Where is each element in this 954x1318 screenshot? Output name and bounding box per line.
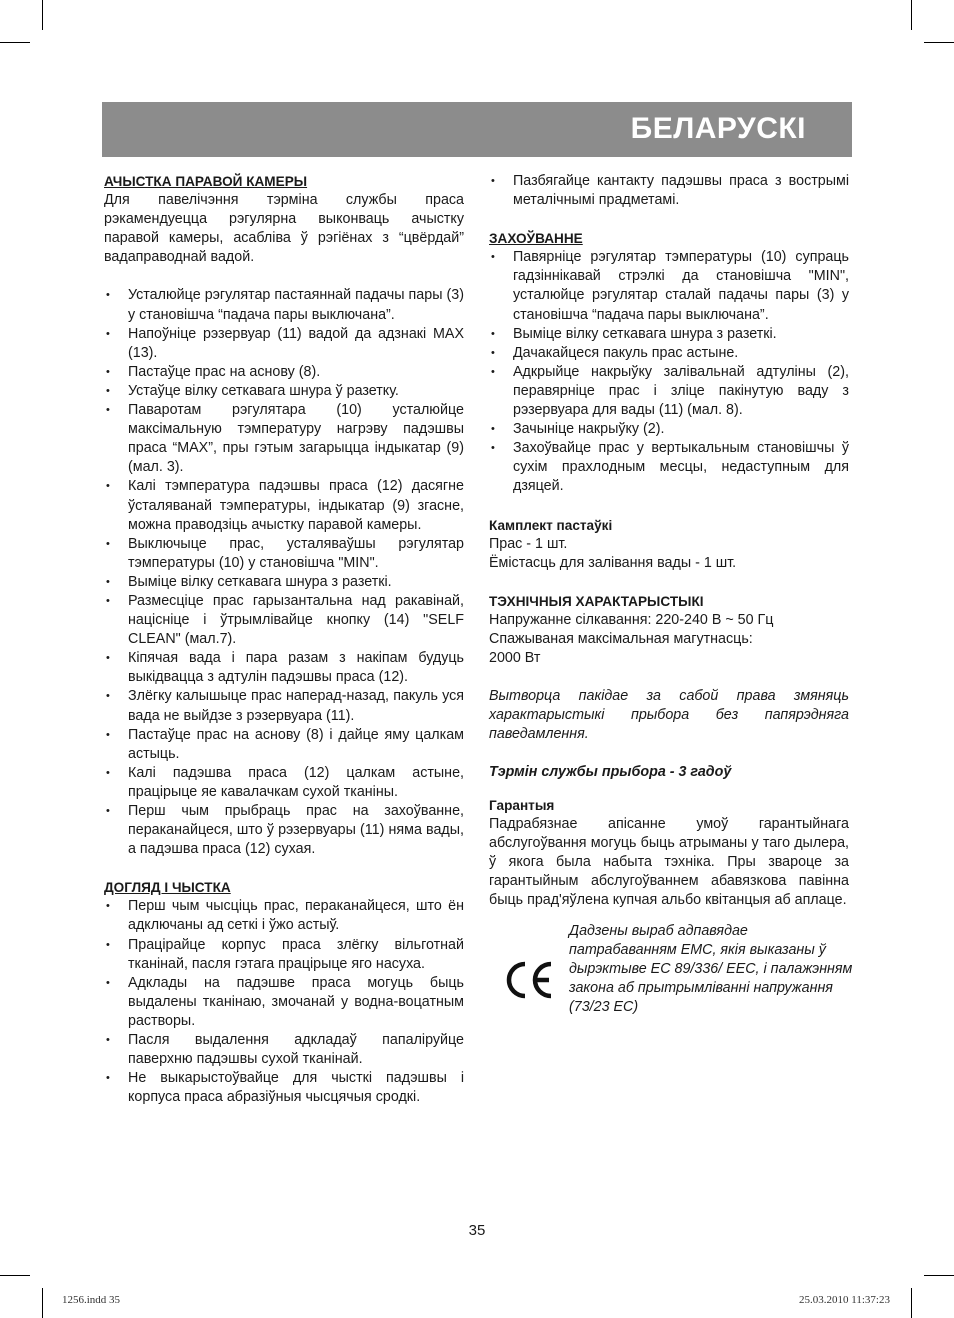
language-banner xyxy=(102,102,852,157)
top-bullet-list xyxy=(489,172,849,210)
footer-timestamp: 25.03.2010 11:37:23 xyxy=(799,1294,890,1306)
list-item: • Выміце вілку сеткавага шнура з разеткі. xyxy=(104,573,464,592)
list-item: • Паваротам рэгулятара (10) усталюйце максімальную тэмпературу нагрэву падэшвы праса “MAX”, пры гэтым загарыцца індыкатар (9) (мал. 3). xyxy=(104,401,464,477)
manufacturer-notice: Вытворца пакідае за сабой права змяняць характарыстыкі прыбора без папярэдняга паведамлення. xyxy=(489,688,849,743)
care-steps-list xyxy=(104,897,464,1107)
service-life: Тэрмін службы прыбора - 3 гадоў xyxy=(489,764,732,781)
cleaning-intro: Для павелічэння тэрміна службы праса рэкамендуецца рэгулярна выконваць ачыстку паравой камеры, асабліва ў рэгіёнах з “цвёрдай” вадаправоднай вадой. xyxy=(104,192,464,266)
footer-file-name: 1256.indd 35 xyxy=(62,1294,121,1306)
list-item: • Выключыце прас, усталяваўшы рэгулятар тэмпературы (10) у становішча "MIN". xyxy=(104,535,464,573)
crop-mark xyxy=(0,1275,30,1276)
warranty-text: Падрабязнае апісанне умоў гарантыйнага абслугоўвання могуць быць атрыманы у таго дылера, ў якога была набыта тэхніка. Пры звароце за гарантыйным абслугоўваннем абавязкова павінна быць прад'яўлена купчая альбо квітанцыя аб аплаце. xyxy=(489,815,849,908)
crop-mark xyxy=(0,42,30,43)
list-item: • Пастаўце прас на аснову (8) і дайце яму цалкам астыць. xyxy=(104,726,464,764)
crop-mark xyxy=(42,0,43,30)
list-item: • Не выкарыстоўвайце для чысткі падэшвы і корпуса праса абразіўныя чысцячыя сродкі. xyxy=(104,1069,464,1107)
list-item: • Зачыніце накрыўку (2). xyxy=(489,420,849,439)
right-column xyxy=(489,172,853,1052)
page-title: БЕЛАРУСКІ xyxy=(630,112,806,145)
specs-heading: ТЭХНІЧНЫЯ ХАРАКТАРЫСТЫКІ xyxy=(489,593,704,609)
list-item: • Захоўвайце прас у вертыкальным становішчы ў сухім прахлодным месцы, недаступным для дзяцей. xyxy=(489,439,849,496)
spec-line: Спажываная максімальная магутнасць: xyxy=(489,630,753,647)
kit-line: Ёмістасць для залівання вады - 1 шт. xyxy=(489,554,737,571)
ce-mark-icon xyxy=(503,960,557,1000)
crop-mark xyxy=(42,1288,43,1318)
ce-compliance-block xyxy=(489,922,853,1052)
kit-line: Прас - 1 шт. xyxy=(489,535,568,552)
list-item: • Злёгку калышыце прас наперад-назад, пакуль уся вада не выйдзе з рэзервуара (11). xyxy=(104,687,464,725)
warranty-heading: Гарантыя xyxy=(489,797,555,813)
list-item: • Павярніце рэгулятар тэмпературы (10) супраць гадзіннікавай стрэлкі да становішча "MIN", усталюйце рэгулятар сталай падачы пары (3) у становішча “падача пары выключана”. xyxy=(489,248,849,324)
list-item: • Адкрыйце накрыўку залівальнай адтуліны (2), перавярніце прас і зліце пакінутую ваду з рэзервуара для вады (11) (мал. 8). xyxy=(489,363,849,420)
list-item: • Усталюйце рэгулятар пастаяннай падачы пары (3) у становішча “падача пары выключана”. xyxy=(104,286,464,324)
list-item: • Напоўніце рэзервуар (11) вадой да адзнакі MAX (13). xyxy=(104,325,464,363)
care-heading: ДОГЛЯД І ЧЫСТКА xyxy=(104,880,231,896)
list-item: • Кіпячая вада і пара разам з накіпам будуць выкідвацца з адтулін падэшвы праса (12). xyxy=(104,649,464,687)
cleaning-heading: АЧЫСТКА ПАРАВОЙ КАМЕРЫ xyxy=(104,174,308,189)
list-item: • Перш чым чысціць прас, пераканайцеся, што ён адключаны ад сеткі і ўжо астыў. xyxy=(104,897,464,935)
list-item: • Калі тэмпература падэшвы праса (12) дасягне ўсталяванай тэмпературы, індыкатар (9) згасне, можна праводзіць ачыстку паравой камеры. xyxy=(104,477,464,534)
crop-mark xyxy=(911,1288,912,1318)
storage-heading: ЗАХОЎВАННЕ xyxy=(489,231,583,247)
kit-heading: Камплект пастаўкі xyxy=(489,517,613,533)
spec-line: 2000 Вт xyxy=(489,650,541,667)
list-item: • Працірайце корпус праса злёгку вільготнай тканінай, пасля гэтага працірыце яго насуха. xyxy=(104,936,464,974)
list-item: • Калі падэшва праса (12) цалкам астыне, працірыце яе кавалачкам сухой тканіны. xyxy=(104,764,464,802)
list-item: • Устаўце вілку сеткавага шнура ў разетку. xyxy=(104,382,464,401)
spec-line: Напружанне сілкавання: 220-240 В ~ 50 Гц xyxy=(489,611,774,628)
list-item: • Перш чым прыбраць прас на захоўванне, пераканайцеся, што ў рэзервуары (11) няма вады, а падэшва праса (12) сухая. xyxy=(104,802,464,859)
left-column xyxy=(104,172,464,1107)
list-item: • Размесціце прас гарызантальна над ракавінай, націсніце і ўтрымлівайце кнопку (14) "SELF CLEAN" (мал.7). xyxy=(104,592,464,649)
storage-steps-list xyxy=(489,248,849,496)
crop-mark xyxy=(924,1275,954,1276)
cleaning-steps-list xyxy=(104,286,464,859)
list-item: • Выміце вілку сеткавага шнура з разеткі. xyxy=(489,325,849,344)
list-item: • Пастаўце прас на аснову (8). xyxy=(104,363,464,382)
crop-mark xyxy=(924,42,954,43)
list-item: • Пасля выдалення адкладаў папаліруйце паверхню падэшвы сухой тканінай. xyxy=(104,1031,464,1069)
list-item: • Адклады на падэшве праса могуць быць выдалены тканінаю, змочанай у водна-воцатным растворы. xyxy=(104,974,464,1031)
list-item: • Пазбягайце кантакту падэшвы праса з вострымі металічнымі прадметамі. xyxy=(489,172,849,210)
list-item: • Дачакайцеся пакуль прас астыне. xyxy=(489,344,849,363)
page-number: 35 xyxy=(468,1222,486,1239)
crop-mark xyxy=(911,0,912,30)
ce-compliance-text: Дадзены выраб адпавядае патрабаванням ЕМС, якія выказаны ў дырэктыве ЕС 89/336/ ЕЕС, і палажэнням закона аб прытрымліванні напружання (73/23 ЕС) xyxy=(569,923,853,1016)
